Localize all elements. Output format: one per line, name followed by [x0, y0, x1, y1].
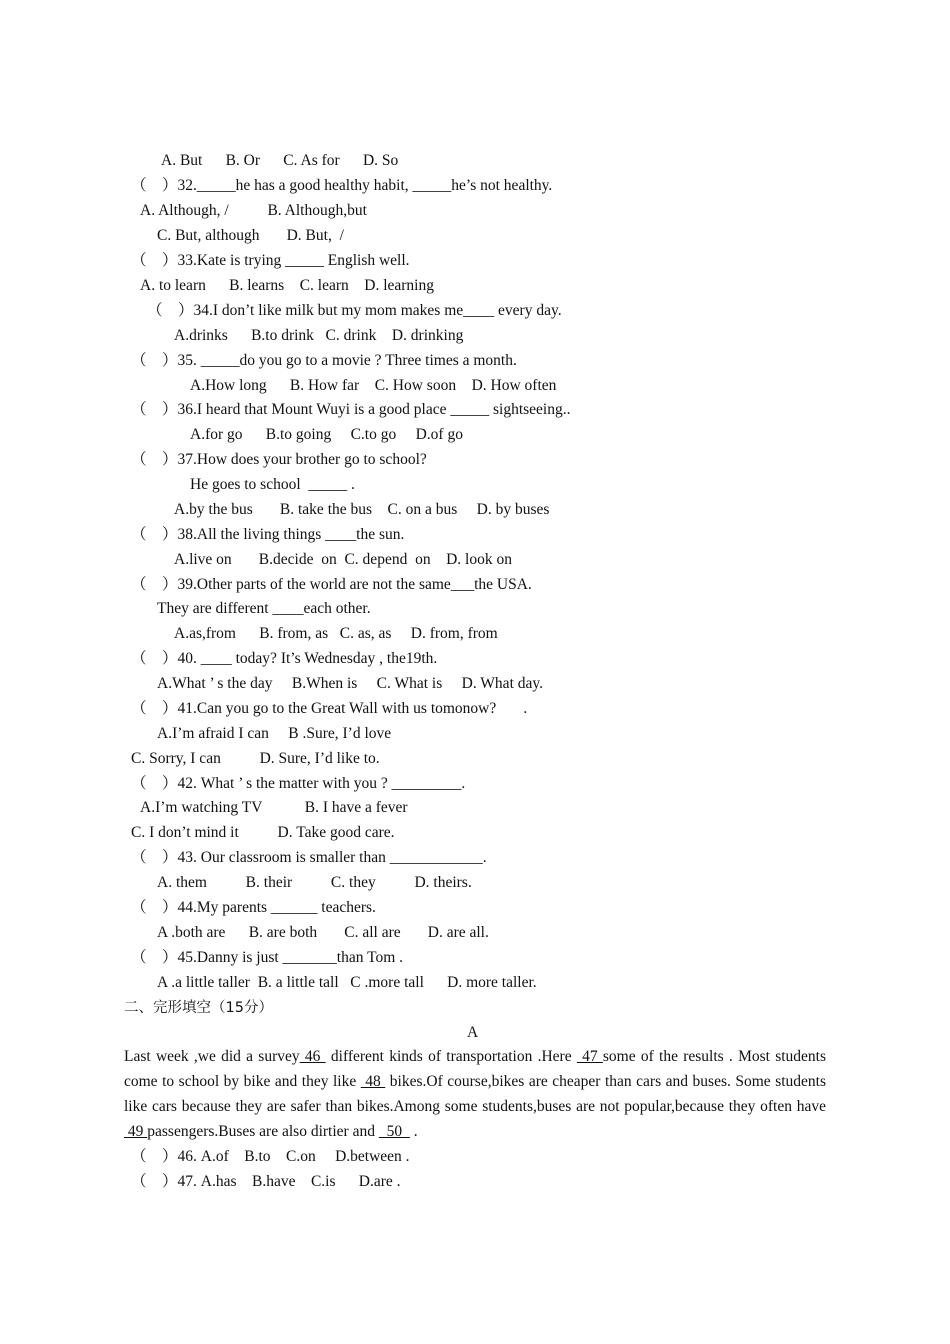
passage-text: different kinds of transportation .Here: [325, 1048, 577, 1065]
question-47: （ ）47. A.has B.have C.is D.are .: [131, 1173, 401, 1190]
question-38: （ ）38.All the living things ____the sun.: [131, 526, 405, 543]
question-39: （ ）39.Other parts of the world are not the same___the USA.: [131, 576, 532, 593]
question-37: （ ）37.How does your brother go to school?: [131, 451, 427, 468]
q45-options: A .a little taller B. a little tall C .more tall D. more taller.: [157, 974, 537, 991]
question-44: （ ）44.My parents ______ teachers.: [131, 899, 376, 916]
q42-options-cd: C. I don’t mind it D. Take good care.: [131, 824, 395, 841]
q31-options: A. But B. Or C. As for D. So: [161, 152, 399, 169]
question-46: （ ）46. A.of B.to C.on D.between .: [131, 1148, 410, 1165]
q42-options-ab: A.I’m watching TV B. I have a fever: [140, 799, 408, 816]
cloze-passage: [124, 1044, 826, 1144]
question-32: （ ）32._____he has a good healthy habit, _____he’s not healthy.: [131, 177, 553, 194]
question-35: （ ）35. _____do you go to a movie ? Three times a month.: [131, 352, 517, 369]
q37-answer-line: He goes to school _____ .: [190, 476, 355, 493]
q34-options: A.drinks B.to drink C. drink D. drinking: [174, 327, 464, 344]
passage-text: bikes.Of course,bikes are cheaper than cars and buses. Some students like cars because they are safer than bikes.Among some students,buses are not popular,because they often have: [124, 1073, 827, 1115]
q32-options-ab: A. Although, / B. Although,but: [140, 202, 367, 219]
q33-options: A. to learn B. learns C. learn D. learning: [140, 277, 434, 294]
passage-label: A: [467, 1024, 479, 1041]
blank-47: 47: [576, 1048, 603, 1065]
passage-text: some of the results . Most students come to school by bike and they like: [124, 1048, 826, 1090]
q38-options: A.live on B.decide on C. depend on D. look on: [174, 551, 512, 568]
question-36: （ ）36.I heard that Mount Wuyi is a good place _____ sightseeing..: [131, 401, 571, 418]
question-41: （ ）41.Can you go to the Great Wall with us tomonow? .: [131, 700, 528, 717]
passage-text: passengers.Buses are also dirtier and: [147, 1123, 379, 1140]
blank-49: 49: [124, 1123, 148, 1140]
question-40: （ ）40. ____ today? It’s Wednesday , the19th.: [131, 650, 438, 667]
q39-second-line: They are different ____each other.: [157, 600, 371, 617]
question-45: （ ）45.Danny is just _______than Tom .: [131, 949, 404, 966]
q36-options: A.for go B.to going C.to go D.of go: [190, 426, 463, 443]
q43-options: A. them B. their C. they D. theirs.: [157, 874, 472, 891]
question-43: （ ）43. Our classroom is smaller than ____________.: [131, 849, 487, 866]
section-heading-cloze: 二、完形填空（15分）: [124, 1000, 273, 1016]
question-33: （ ）33.Kate is trying _____ English well.: [131, 252, 410, 269]
q40-options: A.What ’ s the day B.When is C. What is D. What day.: [157, 675, 543, 692]
blank-50: 50: [378, 1123, 410, 1140]
passage-text: .: [409, 1123, 418, 1140]
q39-options: A.as,from B. from, as C. as, as D. from, from: [174, 625, 498, 642]
q37-options: A.by the bus B. take the bus C. on a bus D. by buses: [174, 501, 550, 518]
blank-46: 46: [299, 1048, 326, 1065]
q35-options: A.How long B. How far C. How soon D. How often: [190, 377, 557, 394]
blank-48: 48: [360, 1073, 386, 1090]
q41-options-ab: A.I’m afraid I can B .Sure, I’d love: [157, 725, 392, 742]
passage-text: Last week ,we did a survey: [124, 1048, 300, 1065]
question-34: （ ）34.I don’t like milk but my mom makes me____ every day.: [147, 302, 562, 319]
q32-options-cd: C. But, although D. But, /: [157, 227, 344, 244]
q41-options-cd: C. Sorry, I can D. Sure, I’d like to.: [131, 750, 380, 767]
q44-options: A .both are B. are both C. all are D. are all.: [157, 924, 489, 941]
question-42: （ ）42. What ’ s the matter with you ? _________.: [131, 775, 466, 792]
